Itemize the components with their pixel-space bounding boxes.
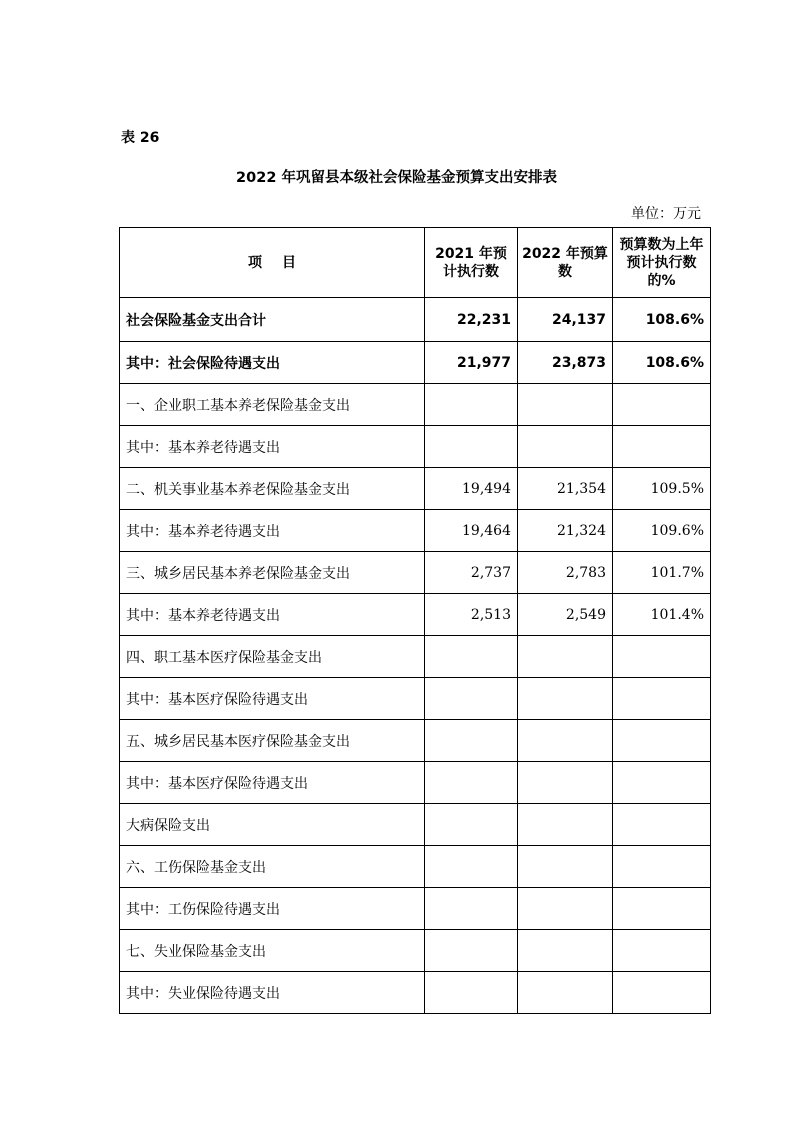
row-label: 一、企业职工基本养老保险基金支出: [120, 384, 425, 426]
unit-label: 单位：万元: [631, 206, 701, 222]
table-row: [120, 720, 711, 762]
table-row: [120, 846, 711, 888]
row-label: 七、失业保险基金支出: [120, 930, 425, 972]
table-row: [120, 972, 711, 1014]
cell-ratio: 108.6%: [613, 298, 711, 342]
table-row: [120, 298, 711, 342]
table-row: [120, 678, 711, 720]
cell-ratio: [613, 636, 711, 678]
table-body: [120, 298, 711, 1014]
table-row: [120, 552, 711, 594]
table-number: 表 26: [121, 130, 160, 146]
cell-2022-budget: 23,873: [518, 342, 613, 384]
row-label: 其中：工伤保险待遇支出: [120, 888, 425, 930]
cell-2021-estimate: [425, 846, 518, 888]
header-item-b: 目: [282, 254, 296, 271]
cell-ratio: [613, 762, 711, 804]
table-row: [120, 384, 711, 426]
table-row: [120, 594, 711, 636]
cell-2021-estimate: 2,513: [425, 594, 518, 636]
cell-2021-estimate: [425, 384, 518, 426]
cell-2022-budget: [518, 762, 613, 804]
cell-ratio: [613, 678, 711, 720]
cell-ratio: [613, 846, 711, 888]
cell-2021-estimate: [425, 762, 518, 804]
cell-2022-budget: [518, 678, 613, 720]
budget-table: [119, 227, 711, 1014]
row-label: 五、城乡居民基本医疗保险基金支出: [120, 720, 425, 762]
cell-2021-estimate: 22,231: [425, 298, 518, 342]
table-row: [120, 468, 711, 510]
cell-ratio: [613, 804, 711, 846]
row-label: 四、职工基本医疗保险基金支出: [120, 636, 425, 678]
cell-2022-budget: [518, 930, 613, 972]
cell-2022-budget: [518, 846, 613, 888]
header-item-a: 项: [248, 254, 262, 271]
cell-2021-estimate: 19,494: [425, 468, 518, 510]
table-row: [120, 342, 711, 384]
cell-ratio: 109.5%: [613, 468, 711, 510]
table-row: [120, 888, 711, 930]
table-row: [120, 426, 711, 468]
cell-2021-estimate: [425, 888, 518, 930]
cell-2022-budget: 21,324: [518, 510, 613, 552]
table-row: [120, 510, 711, 552]
cell-2022-budget: [518, 804, 613, 846]
page-title: 2022 年巩留县本级社会保险基金预算支出安排表: [236, 170, 557, 186]
row-label: 其中：基本医疗保险待遇支出: [120, 762, 425, 804]
table-row: [120, 762, 711, 804]
cell-2022-budget: 24,137: [518, 298, 613, 342]
row-label: 六、工伤保险基金支出: [120, 846, 425, 888]
cell-2021-estimate: [425, 720, 518, 762]
cell-2022-budget: [518, 426, 613, 468]
row-label: 其中：基本医疗保险待遇支出: [120, 678, 425, 720]
table-row: [120, 804, 711, 846]
cell-2021-estimate: [425, 804, 518, 846]
cell-2021-estimate: [425, 426, 518, 468]
cell-2022-budget: [518, 972, 613, 1014]
cell-ratio: 101.4%: [613, 594, 711, 636]
row-label: 社会保险基金支出合计: [120, 298, 425, 342]
cell-2022-budget: [518, 636, 613, 678]
cell-2022-budget: 2,783: [518, 552, 613, 594]
cell-2021-estimate: 2,737: [425, 552, 518, 594]
cell-2021-estimate: 21,977: [425, 342, 518, 384]
header-row: [120, 228, 711, 298]
cell-2022-budget: [518, 384, 613, 426]
cell-ratio: 108.6%: [613, 342, 711, 384]
cell-ratio: 109.6%: [613, 510, 711, 552]
cell-2021-estimate: [425, 636, 518, 678]
cell-ratio: [613, 888, 711, 930]
row-label: 其中：基本养老待遇支出: [120, 510, 425, 552]
cell-2021-estimate: [425, 678, 518, 720]
row-label: 三、城乡居民基本养老保险基金支出: [120, 552, 425, 594]
table-row: [120, 930, 711, 972]
header-item: [120, 228, 425, 298]
cell-ratio: [613, 972, 711, 1014]
row-label: 其中：失业保险待遇支出: [120, 972, 425, 1014]
cell-ratio: 101.7%: [613, 552, 711, 594]
cell-2022-budget: [518, 720, 613, 762]
cell-ratio: [613, 930, 711, 972]
header-2022-budget: 2022 年预算数: [518, 228, 613, 298]
row-label: 其中：基本养老待遇支出: [120, 426, 425, 468]
row-label: 其中：社会保险待遇支出: [120, 342, 425, 384]
row-label: 大病保险支出: [120, 804, 425, 846]
cell-2021-estimate: [425, 930, 518, 972]
cell-ratio: [613, 384, 711, 426]
cell-2022-budget: 2,549: [518, 594, 613, 636]
header-ratio: 预算数为上年预计执行数的%: [613, 228, 711, 298]
cell-ratio: [613, 426, 711, 468]
row-label: 二、机关事业基本养老保险基金支出: [120, 468, 425, 510]
cell-2021-estimate: 19,464: [425, 510, 518, 552]
cell-ratio: [613, 720, 711, 762]
cell-2022-budget: 21,354: [518, 468, 613, 510]
cell-2022-budget: [518, 888, 613, 930]
header-2021-estimate: 2021 年预计执行数: [425, 228, 518, 298]
cell-2021-estimate: [425, 972, 518, 1014]
row-label: 其中：基本养老待遇支出: [120, 594, 425, 636]
table-row: [120, 636, 711, 678]
